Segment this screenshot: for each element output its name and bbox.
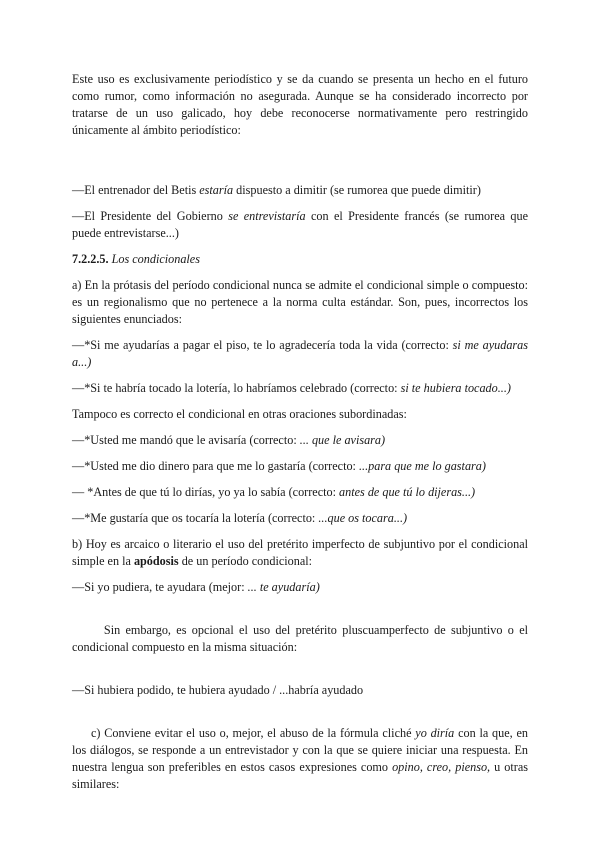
document-page <box>72 71 532 810</box>
text-segment: Sin embargo, es opcional el uso del pretérito pluscuamperfecto de subjuntivo o el condicional compuesto en la misma situación: <box>72 623 532 654</box>
text-segment: c) Conviene evitar el uso o, mejor, el abuso de la fórmula cliché <box>87 726 416 740</box>
intro-paragraph <box>72 71 528 139</box>
italic-segment: se entrevistaría <box>228 209 306 223</box>
italic-segment: ...para que me lo gastara) <box>358 459 486 473</box>
example-dirias <box>72 484 528 501</box>
italic-segment: si te hubiera tocado...) <box>400 381 511 395</box>
text-segment: dispuesto a dimitir (se rumorea que puede dimitir) <box>233 183 481 197</box>
text-segment: —*Si me ayudarías a pagar el piso, te lo agradecería toda la vida (correcto: <box>72 338 453 352</box>
example-betis <box>72 182 528 199</box>
section-number: 7.2.2.5. <box>72 252 109 266</box>
tampoco-paragraph <box>72 406 528 423</box>
point-a <box>72 277 528 328</box>
sin-embargo-paragraph <box>72 605 532 673</box>
point-b <box>72 536 528 570</box>
text-segment: —Si hubiera podido, te hubiera ayudado / ...habría ayudado <box>72 683 364 697</box>
bold-segment: apódosis <box>133 554 179 568</box>
text-segment: Este uso es exclusivamente periodístico y se da cuando se presenta un hecho en el futuro como rumor, como información no asegurada. Aunque se ha considerado incorrecto por tratarse de un uso galicado, hoy debe reconocerse normativamente pero restringido únicamente al ámbito periodístico: <box>72 72 528 137</box>
section-title: Los condicionales <box>108 252 200 266</box>
example-loteria-1 <box>72 380 528 397</box>
text-segment: — *Antes de que tú lo dirías, yo ya lo sabía (correcto: <box>72 485 340 499</box>
text-segment: b) Hoy es arcaico o literario el uso del pretérito imperfecto de subjuntivo por el condicional simple en la <box>72 537 528 568</box>
text-segment: —*Me gustaría que os tocaría la lotería (correcto: <box>72 511 319 525</box>
italic-segment: ... que le avisara) <box>299 433 386 447</box>
section-heading <box>72 251 528 268</box>
text-segment: —Si yo pudiera, te ayudara (mejor: <box>72 580 248 594</box>
italic-segment: ...que os tocara...) <box>318 511 408 525</box>
example-presidente <box>72 208 528 242</box>
text-segment: con el Presidente francés (se rumorea que puede entrevistarse...) <box>72 209 528 240</box>
text-segment: —*Usted me mandó que le avisaría (correcto: <box>72 433 300 447</box>
example-gastaria <box>72 458 528 475</box>
text-segment: —*Si te habría tocado la lotería, lo habríamos celebrado (correcto: <box>72 381 401 395</box>
text-segment: Tampoco es correcto el condicional en otras oraciones subordinadas: <box>72 407 407 421</box>
text-segment: —El Presidente del Gobierno <box>72 209 229 223</box>
text-segment: a) En la prótasis del período condicional nunca se admite el condicional simple o compuesto: es un regionalismo que no pertenece a la norma culta estándar. Son, pues, incorrectos los siguientes enunciados: <box>72 278 528 326</box>
italic-segment: antes de que tú lo dijeras...) <box>339 485 476 499</box>
italic-segment: estaría <box>199 183 234 197</box>
text-segment: —*Usted me dio dinero para que me lo gastaría (correcto: <box>72 459 359 473</box>
point-c <box>72 708 532 810</box>
italic-segment: yo diría <box>415 726 455 740</box>
example-pudiera <box>72 579 528 596</box>
text-segment: u otras similares: <box>72 760 532 791</box>
text-segment: con la que, en los diálogos, se responde a un entrevistador y con la que se quiere iniciar una respuesta. En nuestra lengua son preferibles en estos casos expresiones como <box>72 726 532 774</box>
example-ayudarias <box>72 337 528 371</box>
example-avisaria <box>72 432 528 449</box>
text-segment: —El entrenador del Betis <box>72 183 200 197</box>
text-segment: de un período condicional: <box>178 554 313 568</box>
example-hubiera-podido <box>72 682 528 699</box>
example-loteria-2 <box>72 510 528 527</box>
italic-segment: si me ayudaras a...) <box>72 338 528 369</box>
italic-segment: opino, creo, pienso, <box>392 760 491 774</box>
italic-segment: ... te ayudaría) <box>247 580 320 594</box>
